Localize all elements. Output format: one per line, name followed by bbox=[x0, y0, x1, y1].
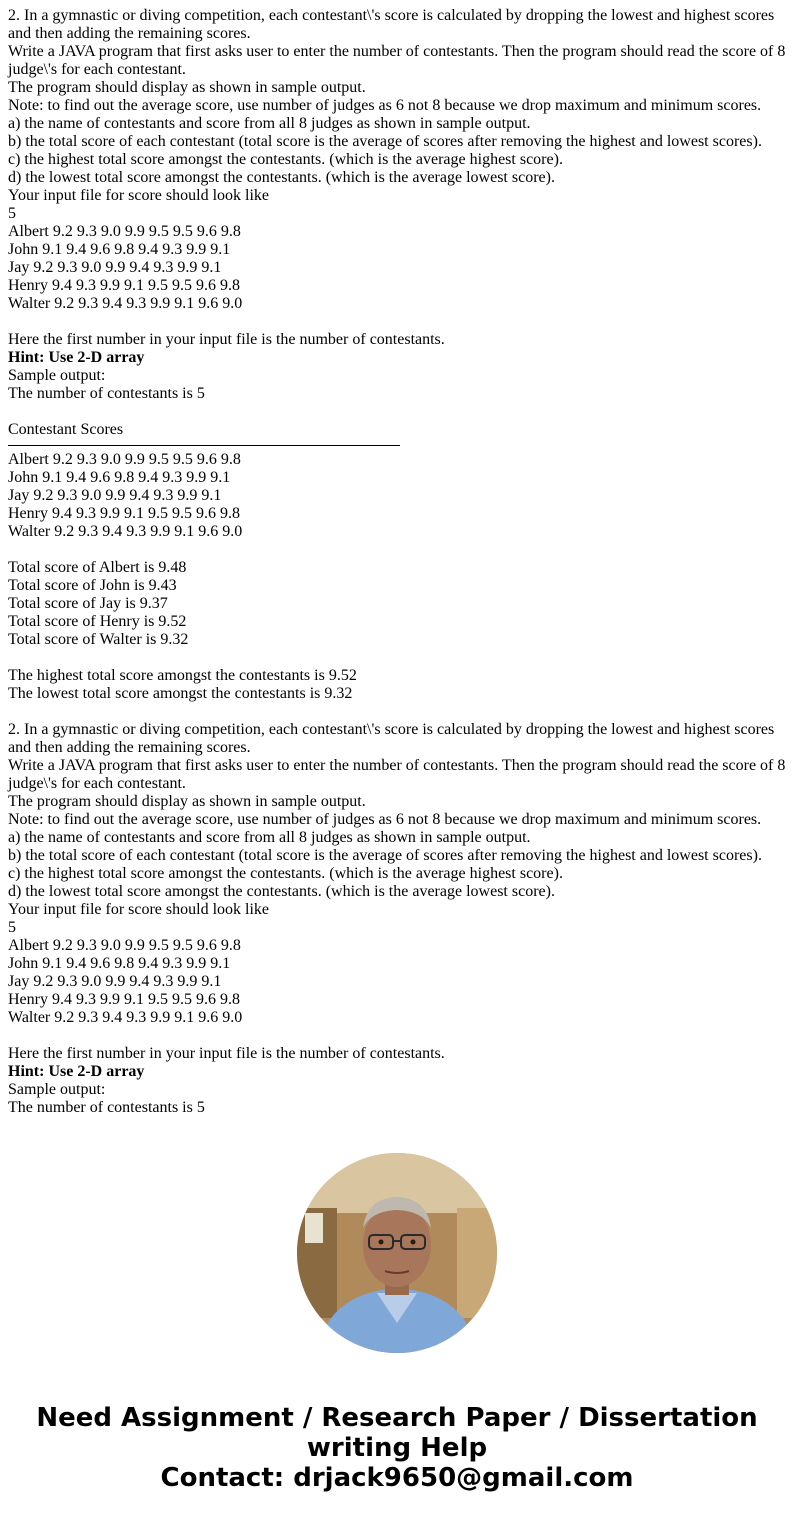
hint bbox=[8, 349, 788, 367]
question-note: Note: to find out the average score, use number of judges as 6 not 8 because we drop maximum and minimum scores. bbox=[8, 811, 762, 828]
contestants-line: The number of contestants is 5 bbox=[8, 1099, 205, 1116]
highest-line: The highest total score amongst the contestants is 9.52 bbox=[8, 667, 357, 684]
question-display: The program should display as shown in sample output. bbox=[8, 79, 366, 96]
horizontal-rule bbox=[8, 445, 400, 446]
input-count: 5 bbox=[8, 919, 16, 936]
first-number-note: Here the first number in your input file is the number of contestants. bbox=[8, 331, 445, 348]
input-line: John 9.1 9.4 9.6 9.8 9.4 9.3 9.9 9.1 bbox=[8, 241, 231, 258]
promo-banner bbox=[0, 1403, 794, 1493]
blank-line bbox=[8, 649, 788, 667]
promo-line-1: Need Assignment / Research Paper / Dissertation bbox=[36, 1403, 758, 1433]
blank-line bbox=[8, 403, 788, 421]
blank-line bbox=[8, 1027, 788, 1045]
sample-heading: Contestant Scores bbox=[8, 421, 124, 438]
hint-text: Hint: Use 2-D array bbox=[8, 1063, 145, 1080]
promo-line-2: writing Help bbox=[306, 1433, 488, 1463]
blank-line bbox=[8, 703, 788, 721]
sample-label: Sample output: bbox=[8, 367, 106, 384]
question-item-c: c) the highest total score amongst the contestants. (which is the average highest score). bbox=[8, 865, 563, 882]
question-task: Write a JAVA program that first asks user to enter the number of contestants. Then the program should read the score of 8 judge\'s for each contestant. bbox=[8, 757, 790, 792]
score-line: John 9.1 9.4 9.6 9.8 9.4 9.3 9.9 9.1 bbox=[8, 469, 231, 486]
input-count: 5 bbox=[8, 205, 16, 222]
input-line: Jay 9.2 9.3 9.0 9.9 9.4 9.3 9.9 9.1 bbox=[8, 259, 222, 276]
input-intro: Your input file for score should look like bbox=[8, 901, 270, 918]
question-intro: 2. In a gymnastic or diving competition, each contestant\'s score is calculated by dropping the lowest and highest scores and then adding the remaining scores. bbox=[8, 721, 779, 756]
input-line: Henry 9.4 9.3 9.9 9.1 9.5 9.5 9.6 9.8 bbox=[8, 277, 240, 294]
blank-line bbox=[8, 313, 788, 331]
score-line: Henry 9.4 9.3 9.9 9.1 9.5 9.5 9.6 9.8 bbox=[8, 505, 240, 522]
question-document bbox=[8, 7, 788, 1117]
input-line: Jay 9.2 9.3 9.0 9.9 9.4 9.3 9.9 9.1 bbox=[8, 973, 222, 990]
author-portrait-image bbox=[297, 1153, 497, 1353]
question-note: Note: to find out the average score, use number of judges as 6 not 8 because we drop maximum and minimum scores. bbox=[8, 97, 762, 114]
input-line: Albert 9.2 9.3 9.0 9.9 9.5 9.5 9.6 9.8 bbox=[8, 223, 241, 240]
total-line: Total score of Albert is 9.48 bbox=[8, 559, 187, 576]
question-display: The program should display as shown in sample output. bbox=[8, 793, 366, 810]
input-intro: Your input file for score should look like bbox=[8, 187, 270, 204]
question-item-b: b) the total score of each contestant (total score is the average of scores after removing the highest and lowest scores). bbox=[8, 847, 762, 864]
contestants-line: The number of contestants is 5 bbox=[8, 385, 205, 402]
input-line: Walter 9.2 9.3 9.4 9.3 9.9 9.1 9.6 9.0 bbox=[8, 295, 243, 312]
score-line: Walter 9.2 9.3 9.4 9.3 9.9 9.1 9.6 9.0 bbox=[8, 523, 243, 540]
input-line: Walter 9.2 9.3 9.4 9.3 9.9 9.1 9.6 9.0 bbox=[8, 1009, 243, 1026]
hint bbox=[8, 1063, 788, 1081]
question-item-c: c) the highest total score amongst the contestants. (which is the average highest score). bbox=[8, 151, 563, 168]
total-line: Total score of Walter is 9.32 bbox=[8, 631, 189, 648]
input-line: Henry 9.4 9.3 9.9 9.1 9.5 9.5 9.6 9.8 bbox=[8, 991, 240, 1008]
hint-text: Hint: Use 2-D array bbox=[8, 349, 145, 366]
score-line: Jay 9.2 9.3 9.0 9.9 9.4 9.3 9.9 9.1 bbox=[8, 487, 222, 504]
promo-contact-line: Contact: drjack9650@gmail.com bbox=[160, 1463, 634, 1493]
total-line: Total score of Jay is 9.37 bbox=[8, 595, 168, 612]
first-number-note: Here the first number in your input file is the number of contestants. bbox=[8, 1045, 445, 1062]
input-line: John 9.1 9.4 9.6 9.8 9.4 9.3 9.9 9.1 bbox=[8, 955, 231, 972]
sample-label: Sample output: bbox=[8, 1081, 106, 1098]
question-item-a: a) the name of contestants and score from all 8 judges as shown in sample output. bbox=[8, 829, 531, 846]
total-line: Total score of Henry is 9.52 bbox=[8, 613, 187, 630]
input-line: Albert 9.2 9.3 9.0 9.9 9.5 9.5 9.6 9.8 bbox=[8, 937, 241, 954]
score-line: Albert 9.2 9.3 9.0 9.9 9.5 9.5 9.6 9.8 bbox=[8, 451, 241, 468]
question-task: Write a JAVA program that first asks user to enter the number of contestants. Then the program should read the score of 8 judge\'s for each contestant. bbox=[8, 43, 790, 78]
question-item-b: b) the total score of each contestant (total score is the average of scores after removing the highest and lowest scores). bbox=[8, 133, 762, 150]
question-item-d: d) the lowest total score amongst the contestants. (which is the average lowest score). bbox=[8, 169, 555, 186]
blank-line bbox=[8, 541, 788, 559]
lowest-line: The lowest total score amongst the contestants is 9.32 bbox=[8, 685, 353, 702]
question-intro: 2. In a gymnastic or diving competition, each contestant\'s score is calculated by dropping the lowest and highest scores and then adding the remaining scores. bbox=[8, 7, 779, 42]
question-item-a: a) the name of contestants and score from all 8 judges as shown in sample output. bbox=[8, 115, 531, 132]
author-avatar bbox=[297, 1153, 497, 1353]
question-item-d: d) the lowest total score amongst the contestants. (which is the average lowest score). bbox=[8, 883, 555, 900]
total-line: Total score of John is 9.43 bbox=[8, 577, 177, 594]
